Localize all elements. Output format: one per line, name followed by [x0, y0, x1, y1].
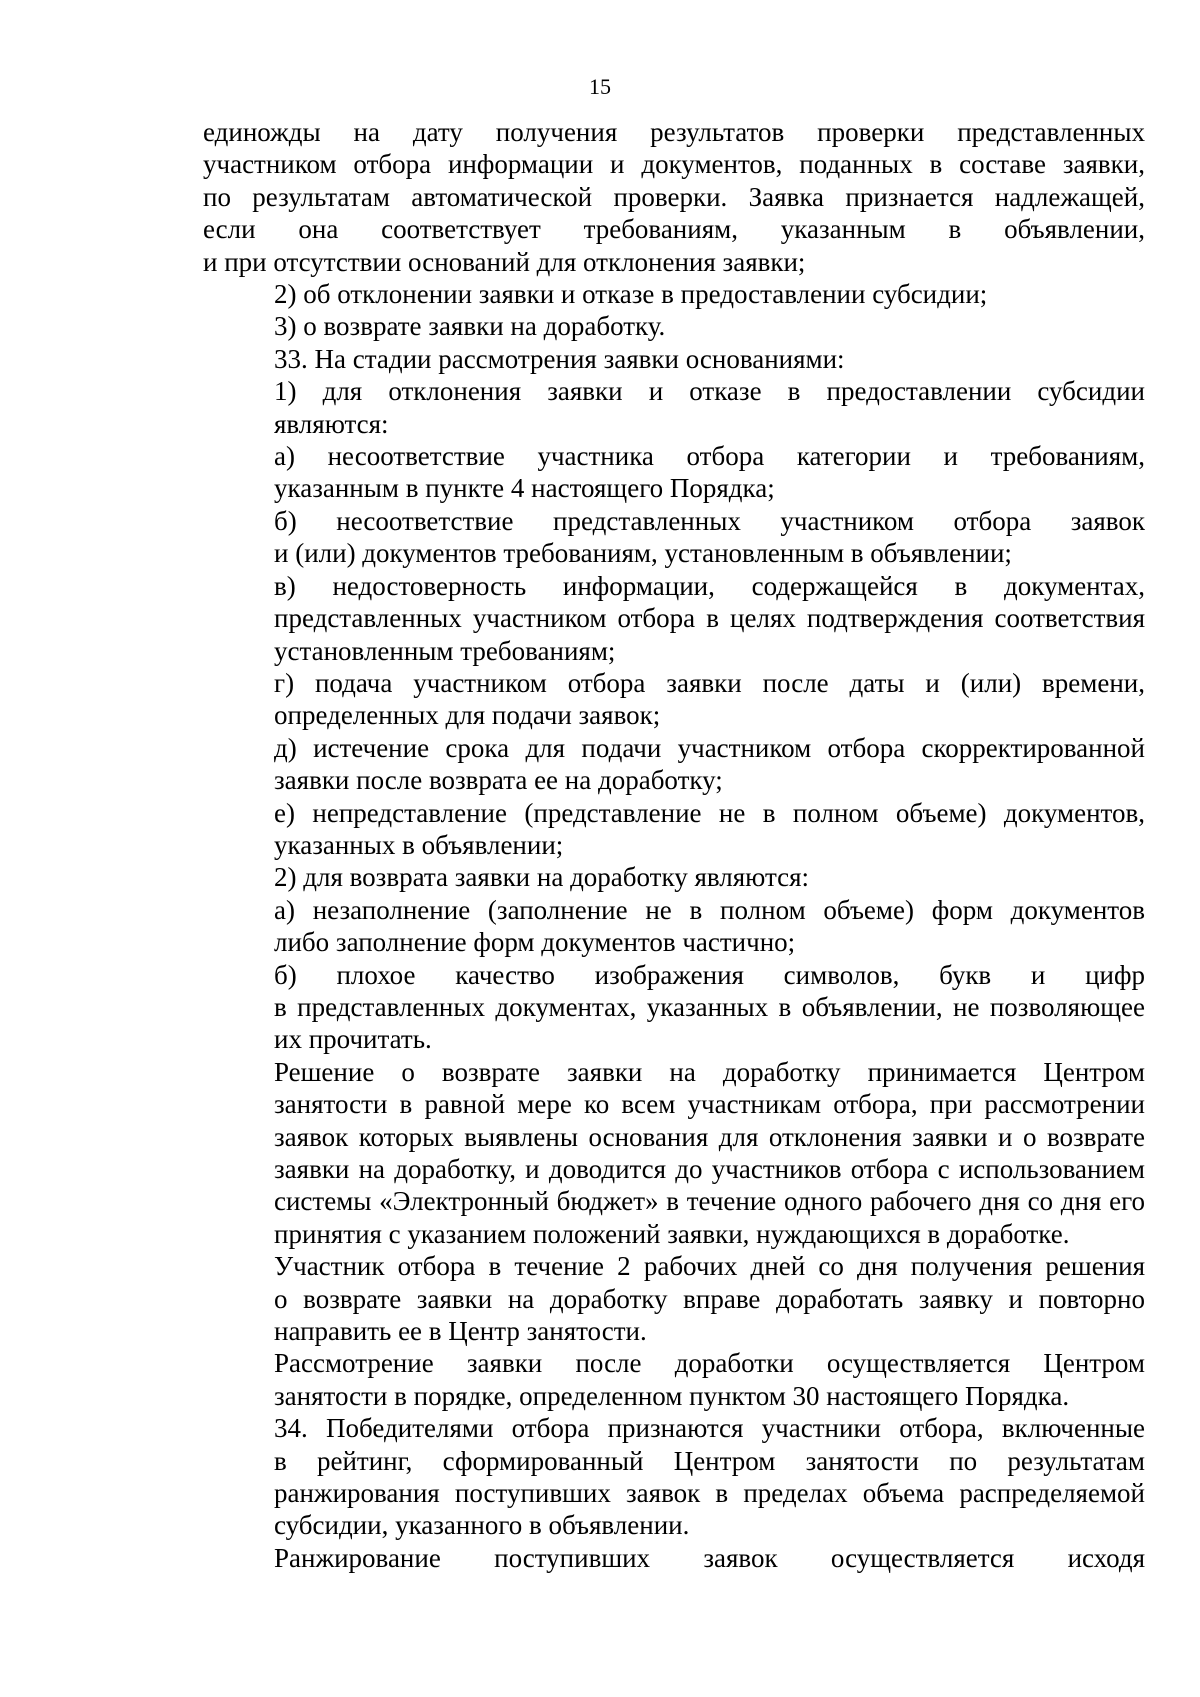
document-body — [203, 116, 1145, 1574]
text-line: системы «Электронный бюджет» в течение одного рабочего дня со дня его — [274, 1186, 1145, 1217]
text-line: заявок которых выявлены основания для отклонения заявки и о возврате — [274, 1121, 1145, 1152]
text-line: а) незаполнение (заполнение не в полном объеме) форм документов — [274, 894, 1145, 925]
paragraph — [203, 1250, 1145, 1347]
paragraph — [203, 1542, 1145, 1574]
paragraph — [203, 278, 1145, 310]
text-line: а) несоответствие участника отбора категории и требованиям, — [274, 441, 1145, 472]
text-line: в) недостоверность информации, содержащейся в документах, — [274, 570, 1145, 601]
text-line: ранжирования поступивших заявок в пределах объема распределяемой — [274, 1478, 1145, 1509]
paragraph — [203, 310, 1145, 342]
text-line: в рейтинг, сформированный Центром занятости по результатам — [274, 1445, 1145, 1476]
text-line: представленных участником отбора в целях подтверждения соответствия — [274, 603, 1145, 634]
text-line: указанных в объявлении; — [274, 829, 564, 860]
text-line: единожды на дату получения результатов проверки представленных — [203, 117, 1145, 147]
text-line: участником отбора информации и документов, поданных в составе заявки, — [203, 149, 1145, 180]
text-line: установленным требованиям; — [274, 635, 616, 666]
text-line: по результатам автоматической проверки. Заявка признается надлежащей, — [203, 181, 1145, 212]
text-line: 3) о возврате заявки на доработку. — [274, 311, 666, 342]
text-line: Решение о возврате заявки на доработку принимается Центром — [274, 1056, 1145, 1087]
text-line: б) несоответствие представленных участником отбора заявок — [274, 505, 1145, 536]
text-line: в представленных документах, указанных в объявлении, не позволяющее — [274, 991, 1145, 1022]
paragraph — [203, 959, 1145, 1056]
text-line: указанным в пункте 4 настоящего Порядка; — [274, 473, 775, 504]
text-line: либо заполнение форм документов частично; — [274, 927, 796, 958]
paragraph — [203, 1347, 1145, 1412]
paragraph — [203, 732, 1145, 797]
text-line: о возврате заявки на доработку вправе доработать заявку и повторно — [274, 1283, 1145, 1314]
text-line: Ранжирование поступивших заявок осуществляется исходя — [274, 1542, 1145, 1573]
text-line: 1) для отклонения заявки и отказе в предоставлении субсидии — [274, 376, 1145, 407]
text-line: 2) для возврата заявки на доработку являются: — [274, 862, 810, 893]
text-line: направить ее в Центр занятости. — [274, 1316, 647, 1347]
text-line: и при отсутствии оснований для отклонения заявки; — [203, 246, 806, 277]
text-line: являются: — [274, 408, 389, 439]
paragraph — [203, 375, 1145, 440]
text-line: д) истечение срока для подачи участником отбора скорректированной — [274, 732, 1145, 763]
text-line: Участник отбора в течение 2 рабочих дней со дня получения решения — [274, 1251, 1145, 1282]
paragraph — [203, 505, 1145, 570]
text-line: 2) об отклонении заявки и отказе в предоставлении субсидии; — [274, 279, 988, 310]
text-line: занятости в равной мере ко всем участникам отбора, при рассмотрении — [274, 1089, 1145, 1120]
text-line: и (или) документов требованиям, установленным в объявлении; — [274, 538, 1012, 569]
text-line: 34. Победителями отбора признаются участники отбора, включенные — [274, 1413, 1145, 1444]
paragraph — [203, 1412, 1145, 1542]
page-number: 15 — [589, 74, 611, 99]
text-line: 33. На стадии рассмотрения заявки основаниями: — [274, 343, 845, 374]
text-line: их прочитать. — [274, 1024, 432, 1055]
paragraph — [203, 570, 1145, 667]
text-line: заявки после возврата ее на доработку; — [274, 765, 723, 796]
text-line: занятости в порядке, определенном пунктом 30 настоящего Порядка. — [274, 1380, 1070, 1411]
text-line: если она соответствует требованиям, указанным в объявлении, — [203, 214, 1145, 245]
paragraph — [203, 861, 1145, 893]
paragraph — [203, 667, 1145, 732]
text-line: субсидии, указанного в объявлении. — [274, 1510, 690, 1541]
text-line: определенных для подачи заявок; — [274, 700, 661, 731]
text-line: Рассмотрение заявки после доработки осуществляется Центром — [274, 1348, 1145, 1379]
paragraph — [203, 797, 1145, 862]
text-line: е) непредставление (представление не в полном объеме) документов, — [274, 797, 1145, 828]
text-line: б) плохое качество изображения символов, букв и цифр — [274, 959, 1145, 990]
paragraph — [203, 343, 1145, 375]
paragraph — [203, 116, 1145, 278]
paragraph — [203, 440, 1145, 505]
text-line: г) подача участником отбора заявки после даты и (или) времени, — [274, 667, 1145, 698]
text-line: принятия с указанием положений заявки, нуждающихся в доработке. — [274, 1218, 1070, 1249]
paragraph — [203, 894, 1145, 959]
paragraph — [203, 1056, 1145, 1250]
text-line: заявки на доработку, и доводится до участников отбора с использованием — [274, 1154, 1145, 1184]
